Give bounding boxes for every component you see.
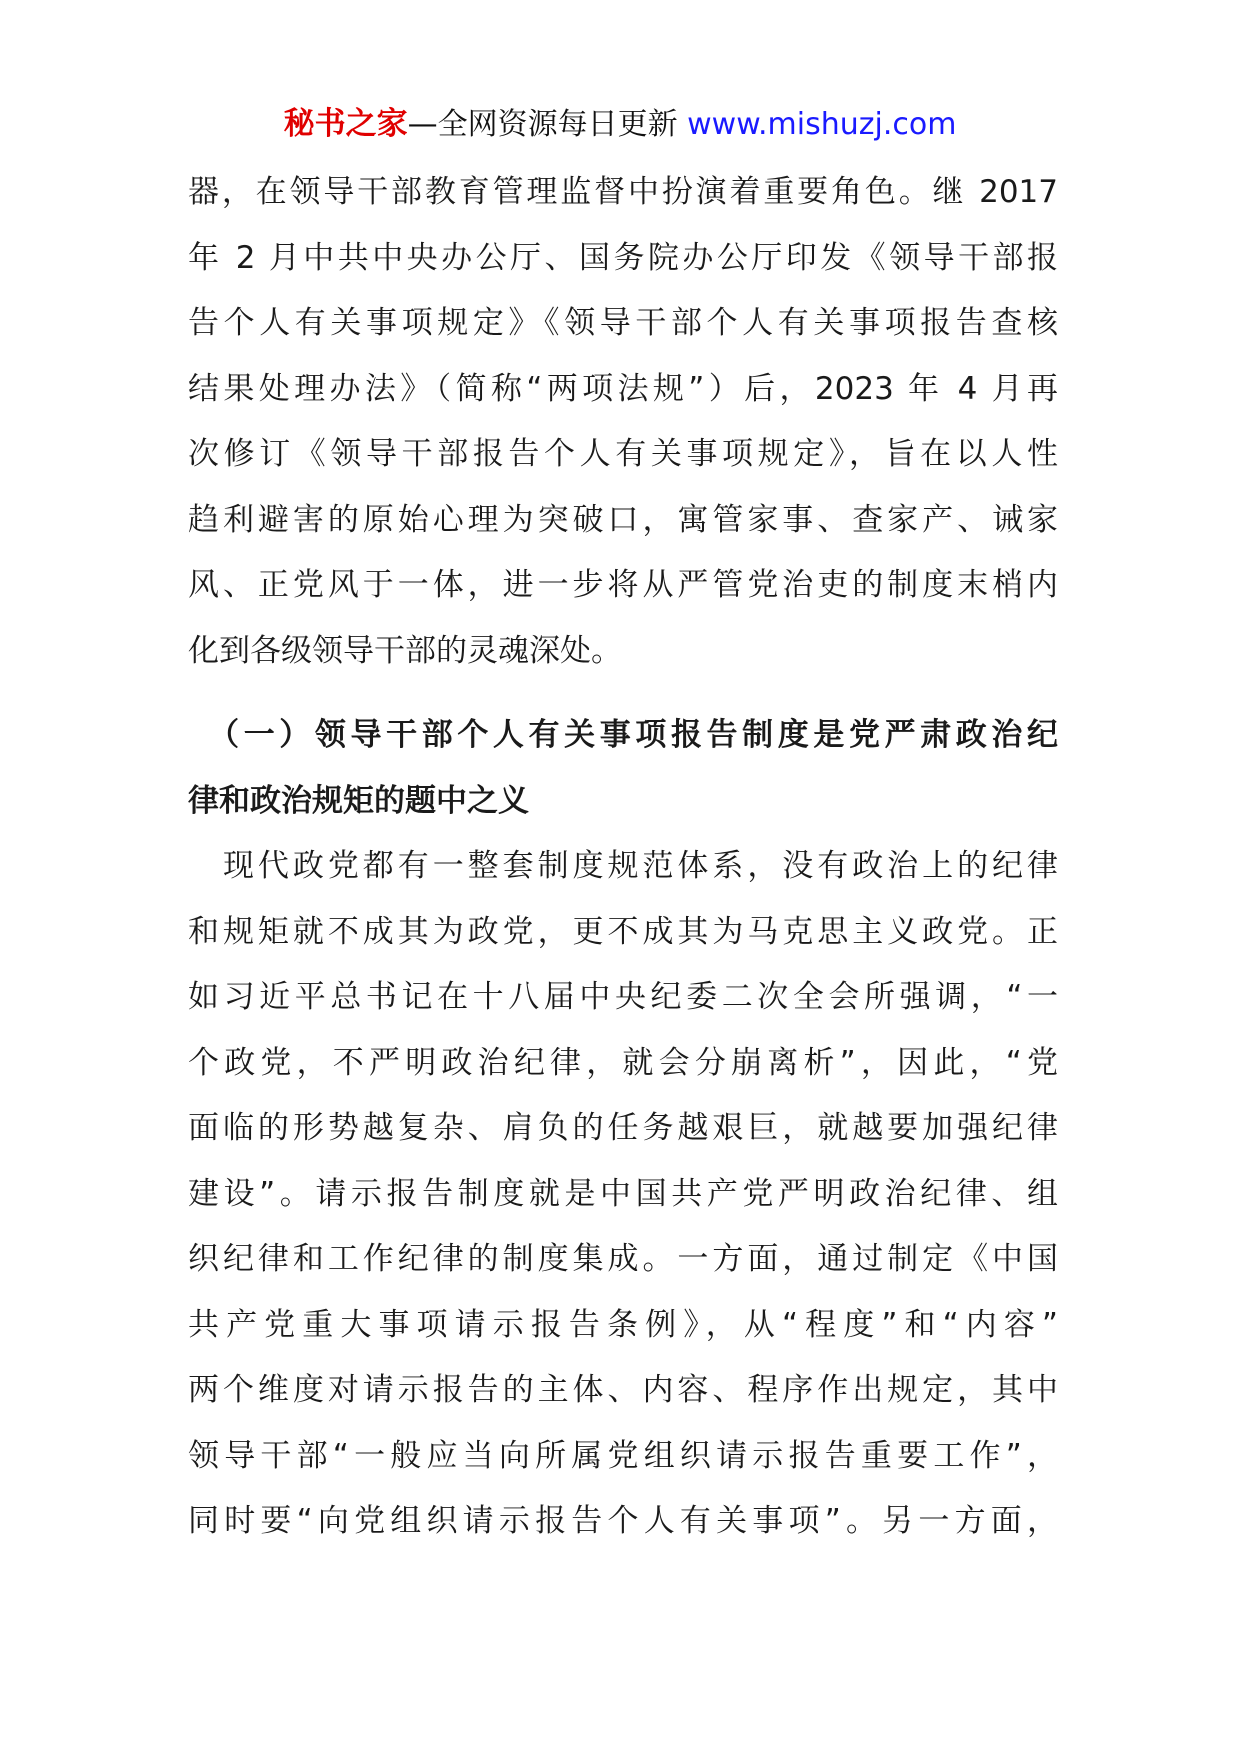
paragraph-2 [188, 834, 1058, 1555]
heading-line: 律和政治规矩的题中之义 [188, 782, 529, 819]
text-line: 两个维度对请示报告的主体、内容、程序作出规定，其中 [188, 1372, 1058, 1408]
text-line: 个政党，不严明政治纪律，就会分崩离析”，因此，“党 [188, 1044, 1058, 1081]
website-link[interactable]: www.mishuzj.com [687, 107, 957, 142]
header-tagline: —全网资源每日更新 [407, 107, 688, 142]
text-line: 趋利避害的原始心理为突破口，寓管家事、查家产、诫家 [188, 501, 1058, 538]
text-line: 领导干部“一般应当向所属党组织请示报告重要工作”， [188, 1437, 1058, 1474]
text-line: 器，在领导干部教育管理监督中扮演着重要角色。继 2017 [188, 174, 1058, 210]
text-line: 次修订《领导干部报告个人有关事项规定》，旨在以人性 [188, 436, 1058, 472]
brand-name: 秘书之家 [283, 106, 408, 142]
text-line: 风、正党风于一体，进一步将从严管党治吏的制度末梢内 [188, 567, 1058, 603]
text-line: 如习近平总书记在十八届中央纪委二次全会所强调，“一 [188, 979, 1058, 1015]
text-line: 年 2 月中共中央办公厅、国务院办公厅印发《领导干部报 [188, 239, 1058, 276]
section-heading [188, 703, 1058, 834]
text-line: 建设”。请示报告制度就是中国共产党严明政治纪律、组 [188, 1175, 1058, 1212]
text-line: 共产党重大事项请示报告条例》，从“程度”和“内容” [188, 1306, 1058, 1343]
text-line: 织纪律和工作纪律的制度集成。一方面，通过制定《中国 [188, 1241, 1058, 1277]
document-body [188, 160, 1058, 1555]
text-line: 结果处理办法》（简称“两项法规”）后，2023 年 4 月再 [188, 370, 1058, 407]
text-line: 现代政党都有一整套制度规范体系，没有政治上的纪律 [188, 848, 1058, 884]
spacer [188, 684, 1058, 703]
heading-line: （一）领导干部个人有关事项报告制度是党严肃政治纪 [188, 717, 1058, 753]
text-line: 和规矩就不成其为政党，更不成其为马克思主义政党。正 [188, 913, 1058, 950]
text-line: 同时要“向党组织请示报告个人有关事项”。另一方面， [188, 1503, 1058, 1539]
paragraph-1 [188, 160, 1058, 684]
text-line: 面临的形势越复杂、肩负的任务越艰巨，就越要加强纪律 [188, 1110, 1058, 1146]
text-line: 化到各级领导干部的灵魂深处。 [188, 632, 622, 669]
text-line: 告个人有关事项规定》《领导干部个人有关事项报告查核 [188, 305, 1058, 341]
page-header [0, 100, 1240, 149]
